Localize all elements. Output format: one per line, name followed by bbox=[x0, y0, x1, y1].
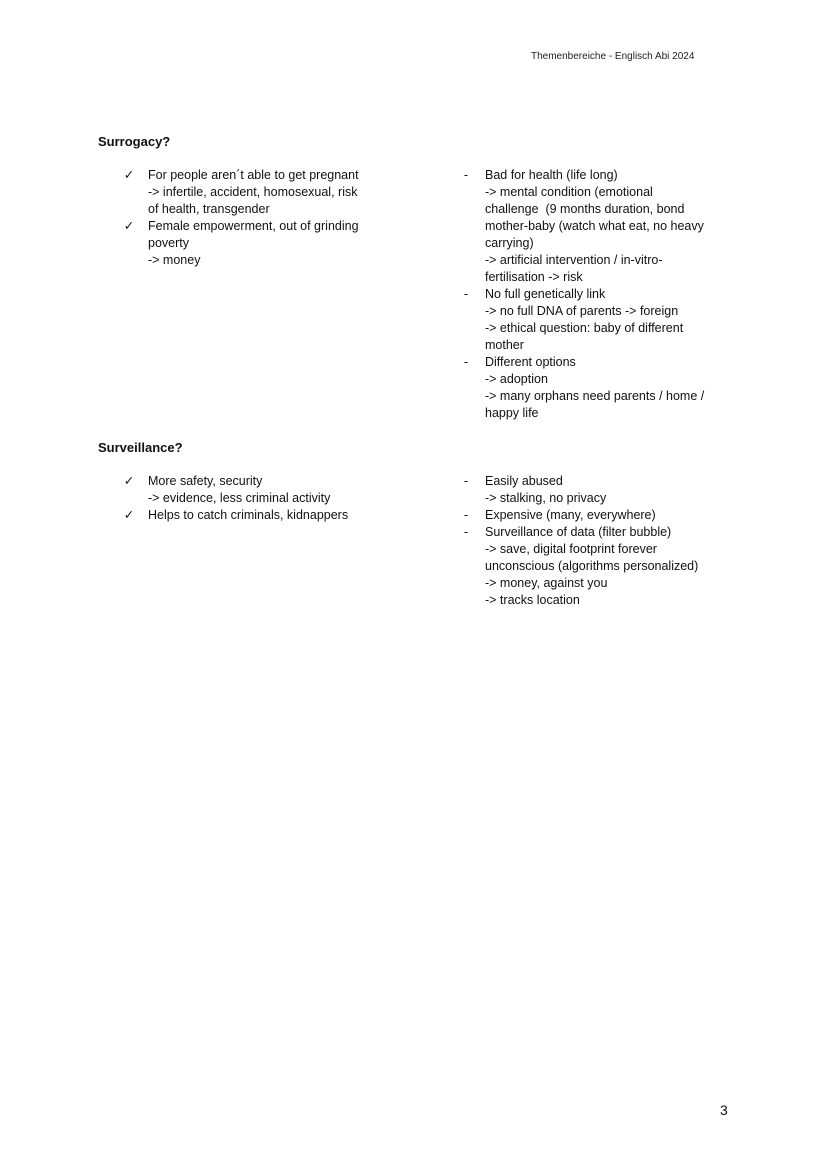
dash-bullet-icon: - bbox=[463, 287, 469, 301]
dash-bullet-icon: - bbox=[463, 508, 469, 522]
checkmark-icon: ✓ bbox=[123, 474, 135, 488]
item-line: Surveillance of data (filter bubble) bbox=[485, 525, 672, 539]
item-line: -> infertile, accident, homosexual, risk bbox=[148, 185, 358, 199]
item-line: Female empowerment, out of grinding bbox=[148, 219, 359, 233]
page-number: 3 bbox=[720, 1102, 728, 1118]
list-item bbox=[460, 286, 750, 354]
item-line: Expensive (many, everywhere) bbox=[485, 508, 656, 522]
item-line: Different options bbox=[485, 355, 576, 369]
item-line: mother-baby (watch what eat, no heavy bbox=[485, 219, 704, 233]
item-line: -> save, digital footprint forever bbox=[485, 542, 657, 556]
item-line: unconscious (algorithms personalized) bbox=[485, 559, 699, 573]
section-title-surrogacy: Surrogacy? bbox=[98, 134, 171, 149]
item-line: fertilisation -> risk bbox=[485, 270, 583, 284]
dash-bullet-icon: - bbox=[463, 474, 469, 488]
list-item bbox=[123, 167, 413, 218]
list-item bbox=[123, 218, 413, 269]
item-line: -> tracks location bbox=[485, 593, 580, 607]
surveillance-pros-list bbox=[123, 473, 413, 524]
checkmark-icon: ✓ bbox=[123, 168, 135, 182]
surrogacy-pros-list bbox=[123, 167, 413, 269]
checkmark-icon: ✓ bbox=[123, 219, 135, 233]
item-line: mother bbox=[485, 338, 524, 352]
item-line: -> ethical question: baby of different bbox=[485, 321, 684, 335]
dash-bullet-icon: - bbox=[463, 355, 469, 369]
list-item bbox=[460, 167, 750, 286]
dash-bullet-icon: - bbox=[463, 168, 469, 182]
item-line: -> mental condition (emotional bbox=[485, 185, 653, 199]
item-line: -> many orphans need parents / home / bbox=[485, 389, 705, 403]
item-line: challenge (9 months duration, bond bbox=[485, 202, 685, 216]
surveillance-cons-list bbox=[460, 473, 750, 609]
item-line: -> evidence, less criminal activity bbox=[148, 491, 331, 505]
item-line: -> artificial intervention / in-vitro- bbox=[485, 253, 663, 267]
dash-bullet-icon: - bbox=[463, 525, 469, 539]
item-line: of health, transgender bbox=[148, 202, 270, 216]
item-line: Easily abused bbox=[485, 474, 563, 488]
item-line: More safety, security bbox=[148, 474, 263, 488]
list-item bbox=[123, 507, 413, 524]
item-line: Bad for health (life long) bbox=[485, 168, 618, 182]
surrogacy-cons-list bbox=[460, 167, 750, 422]
list-item bbox=[123, 473, 413, 507]
item-line: For people aren´t able to get pregnant bbox=[148, 168, 359, 182]
section-title-surveillance: Surveillance? bbox=[98, 440, 183, 455]
page-header: Themenbereiche - Englisch Abi 2024 bbox=[531, 51, 695, 62]
list-item bbox=[460, 524, 750, 609]
item-line: -> adoption bbox=[485, 372, 548, 386]
item-line: No full genetically link bbox=[485, 287, 606, 301]
item-line: happy life bbox=[485, 406, 539, 420]
item-line: -> money, against you bbox=[485, 576, 608, 590]
item-line: -> no full DNA of parents -> foreign bbox=[485, 304, 679, 318]
item-line: -> money bbox=[148, 253, 201, 267]
list-item bbox=[460, 354, 750, 422]
item-line: poverty bbox=[148, 236, 189, 250]
item-line: -> stalking, no privacy bbox=[485, 491, 607, 505]
checkmark-icon: ✓ bbox=[123, 508, 135, 522]
item-line: carrying) bbox=[485, 236, 534, 250]
item-line: Helps to catch criminals, kidnappers bbox=[148, 508, 349, 522]
list-item bbox=[460, 473, 750, 507]
list-item bbox=[460, 507, 750, 524]
